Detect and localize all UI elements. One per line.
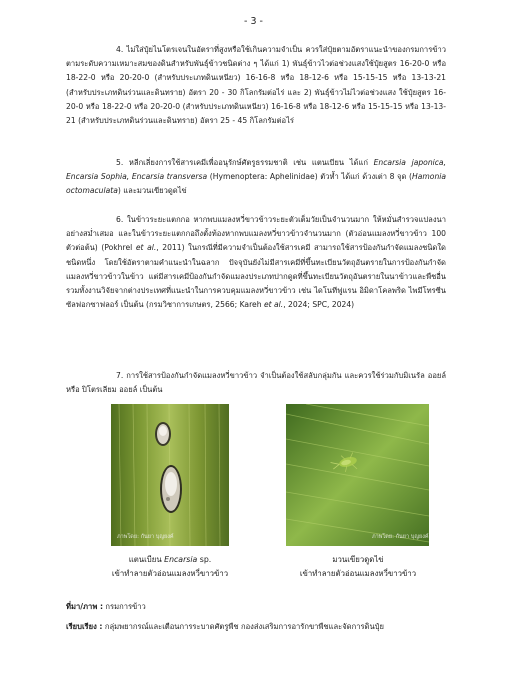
paragraph-7: 7. การใช้สารป้องกันกำจัดแมลงหวี่ขาวข้าว จำเป็นต้องใช้สลับกลุ่มกัน และควรใช้ร่วมกับมิเนรัล ออยล์ หรือ ปิโตรเลียม ออยล์ เป็นต้น: [66, 371, 446, 395]
author-credit: เรียบเรียง : กลุ่มพยากรณ์และเตือนการระบาดศัตรูพืช กองส่งเสริมการอารักขาพืชและจัดการดินปุ๋ย: [66, 622, 384, 631]
photo-watermark: ภาพโดย: กันยา บุญยงค์: [117, 534, 174, 540]
figure-caption-1: แตนเบียน Encarsia sp. เข้าทำลายตัวอ่อนแมลงหวี่ขาวข้าว: [111, 555, 229, 578]
page-number: - 3 -: [244, 16, 263, 27]
paragraph-6: 6. ในข้าวระยะแตกกอ หากพบแมลงหวี่ขาวข้าวระยะตัวเต็มวัยเป็นจำนวนมาก ให้หมั่นสำรวจแปลงนาอย่างสม่ำเสมอ และในข้าวระยะแตกกอถึงตั้งท้องหากพบแมลงหวี่ขาวข้าวจำนวนมาก (ตัวอ่อนแมลงหวี่ขาวข้าว 100 ตัวต่อต้น) (Pokhrel et al., 2011) ในกรณีที่มีความจำเป็นต้องใช้สารเคมี สามารถใช้สารป้องกันกำจัดแมลงชนิดใดชนิดหนึ่ง โดยใช้อัตราตามคำแนะนำในฉลาก ปัจจุบันยังไม่มีสารเคมีที่ขึ้นทะเบียนวัตถุอันตรายในการป้องกันกำจัดแมลงหวี่ขาวข้าวในข้าว แต่มีสารเคมีป้องกันกำจัดแมลงประเภทปากดูดที่ขึ้นทะเบียนวัตถุอันตรายในนาข้าวและพืชอื่น รวมทั้งงานวิจัยจากต่างประเทศที่แนะนำในการควบคุมแมลงหวี่ขาวข้าว เช่น ไดโนทีฟูแรน อิมิดาโคลพริด ไพมีโทรซีน ซัลฟอกซาฟลอร์ เป็นต้น (กรมวิชาการเกษตร, 2566; Kareh et al., 2024; SPC, 2024): [66, 215, 446, 310]
species-name-ladybug: Hamonia octomaculata: [66, 172, 447, 196]
photo-mirid-bug: [286, 404, 429, 546]
photo-watermark: ภาพโดย: กันยา บุญยงค์: [372, 534, 429, 540]
species-names: Encarsia japonica, Encarsia Sophia, Encarsia transversa: [66, 158, 446, 182]
figure-caption-2: มวนเขียวดูดไข่ เข้าทำลายตัวอ่อนแมลงหวี่ขาวข้าว: [299, 555, 417, 578]
paragraph-4: 4. ไม่ใส่ปุ๋ยไนโตรเจนในอัตราที่สูงหรือใช้เกินความจำเป็น ควรใส่ปุ๋ยตามอัตราแนะนำของกรมการข้าวตามระดับความเหมาะสมของดินสำหรับพันธุ์ข้าวชนิดต่าง ๆ ได้แก่ 1) พันธุ์ข้าวไวต่อช่วงแสงใช้ปุ๋ยสูตร 16-20-0 หรือ 18-22-0 หรือ 20-20-0 (สำหรับประเภทดินเหนียว) 16-16-8 หรือ 18-12-6 หรือ 15-15-15 หรือ 13-13-21 (สำหรับประเภทดินร่วนและดินทราย) อัตรา 20 - 30 กิโลกรัมต่อไร่ และ 2) พันธุ์ข้าวไม่ไวต่อช่วงแสง ใช้ปุ๋ยสูตร 16-20-0 หรือ 18-22-0 หรือ 20-20-0 (สำหรับประเภทดินเหนียว) 16-16-8 หรือ 18-12-6 หรือ 15-15-15 หรือ 13-13-21 (สำหรับประเภทดินร่วนและดินทราย) อัตรา 25 - 45 กิโลกรัมต่อไร่: [66, 45, 446, 126]
source-credit: ที่มา/ภาพ : กรมการข้าว: [66, 602, 146, 611]
paragraph-5: 5. หลีกเลี่ยงการใช้สารเคมีเพื่ออนุรักษ์ศัตรูธรรมชาติ เช่น แตนเบียน ได้แก่ Encarsia japonica, Encarsia Sophia, Encarsia transversa (Hymenoptera: Aphelinidae) ตัวห้ำ ได้แก่ ด้วงเต่า 8 จุด (Hamonia octomaculata) และมวนเขียวดูดไข่: [66, 158, 447, 196]
photo-encarsia: [111, 404, 229, 546]
